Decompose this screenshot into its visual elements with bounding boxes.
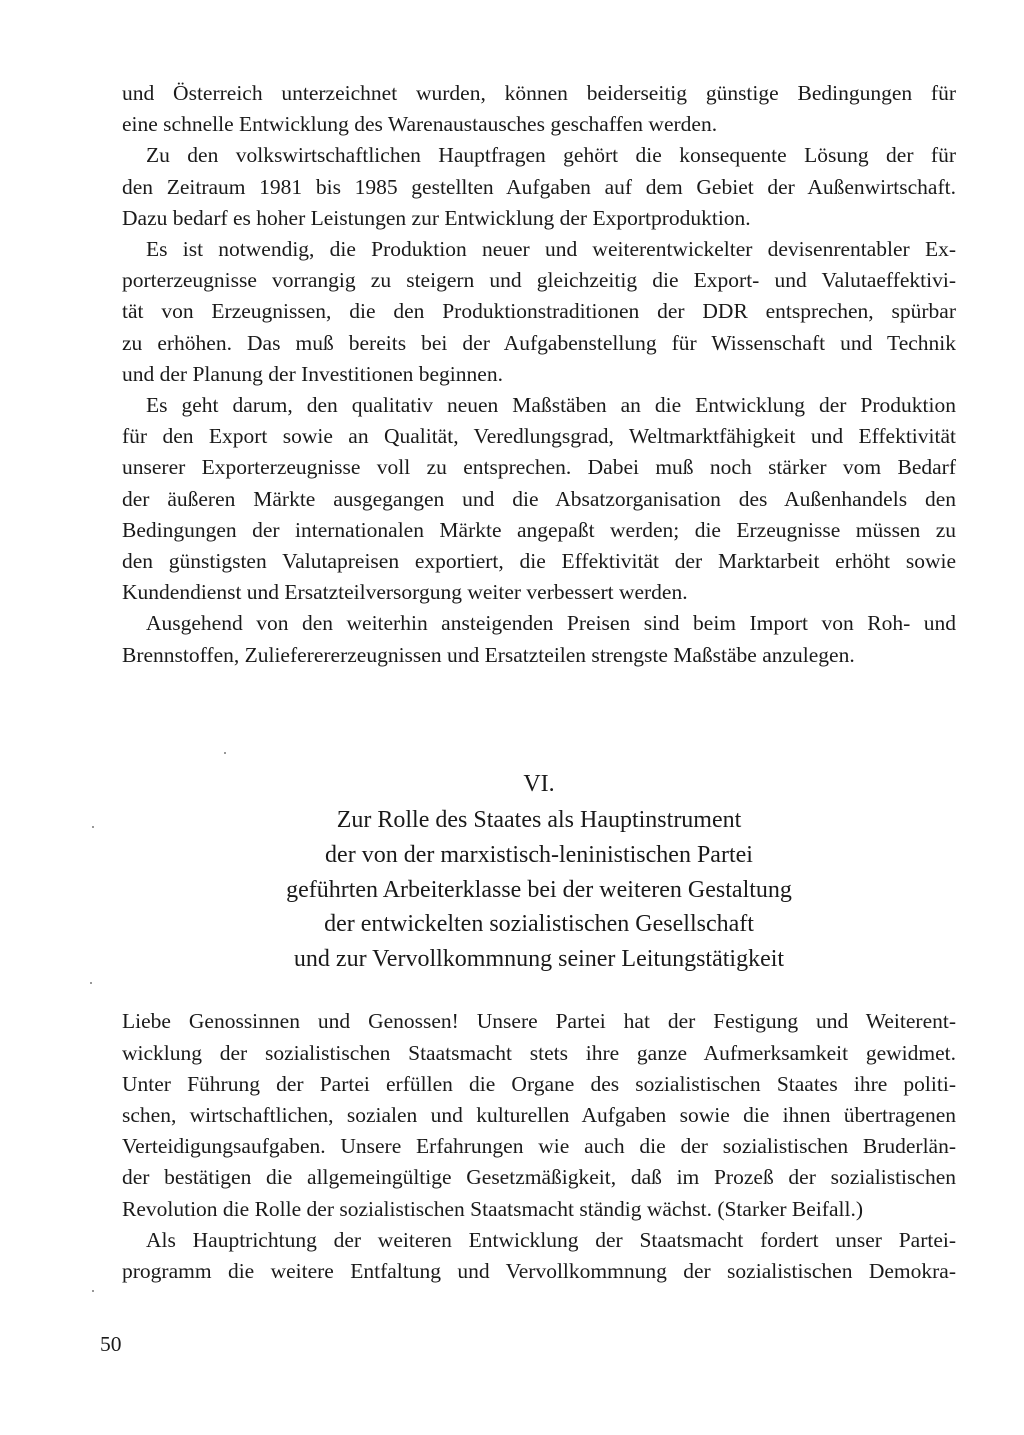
text-line: porterzeugnisse vorrangig zu steigern und gleichzeitig die Export- und Valutaeffektivi- [122, 268, 956, 293]
text-line: den günstigsten Valutapreisen exportiert, die Effektivität der Marktarbeit erhöht sowie [122, 549, 956, 574]
paragraph [122, 234, 956, 390]
paragraph [122, 608, 956, 670]
paragraph [122, 78, 956, 140]
page-content [122, 78, 956, 1287]
text-line: unserer Exporterzeugnisse voll zu entsprechen. Dabei muß noch stärker vom Bedarf [122, 455, 956, 480]
text-line: Es geht darum, den qualitativ neuen Maßstäben an die Entwicklung der Produktion [146, 393, 956, 418]
paragraph [122, 1225, 956, 1287]
text-line: Verteidigungsaufgaben. Unsere Erfahrungen wie auch die der sozialistischen Bruderlän- [122, 1134, 956, 1159]
heading-line: der von der marxistisch-leninistischen Partei [325, 842, 753, 869]
text-line: der äußeren Märkte ausgegangen und die Absatzorganisation des Außenhandels den [122, 486, 956, 511]
text-line: eine schnelle Entwicklung des Warenaustausches geschaffen werden. [122, 112, 718, 137]
text-line: schen, wirtschaftlichen, sozialen und kulturellen Aufgaben sowie die ihnen übertragenen [122, 1103, 956, 1128]
body-text-upper [122, 78, 956, 671]
section-heading [122, 767, 956, 977]
text-line: wicklung der sozialistischen Staatsmacht stets ihre ganze Aufmerksamkeit gewidmet. [122, 1040, 956, 1065]
text-line: Es ist notwendig, die Produktion neuer und weiterentwickelter devisenrentabler Ex- [146, 237, 956, 262]
section-numeral: VI. [523, 770, 555, 797]
page-number: 50 [100, 1332, 122, 1356]
text-line: Dazu bedarf es hoher Leistungen zur Entwicklung der Exportproduktion. [122, 205, 751, 230]
text-line: den Zeitraum 1981 bis 1985 gestellten Aufgaben auf dem Gebiet der Außenwirtschaft. [122, 174, 956, 199]
section-title [122, 803, 956, 976]
text-line: für den Export sowie an Qualität, Veredlungsgrad, Weltmarktfähigkeit und Effektivität [122, 424, 956, 449]
body-text-lower [122, 1006, 956, 1287]
text-line: Bedingungen der internationalen Märkte angepaßt werden; die Erzeugnisse müssen zu [122, 517, 956, 542]
text-line: tät von Erzeugnissen, die den Produktionstraditionen der DDR entsprechen, spürbar [122, 299, 956, 324]
text-line: Liebe Genossinnen und Genossen! Unsere Partei hat der Festigung und Weiterent- [122, 1009, 956, 1034]
text-line: Ausgehend von den weiterhin ansteigenden Preisen sind beim Import von Roh- und [146, 611, 956, 636]
text-line: programm die weitere Entfaltung und Vervollkommnung der sozialistischen Demokra- [122, 1259, 956, 1284]
scan-speck [92, 826, 94, 828]
text-line: und der Planung der Investitionen beginnen. [122, 361, 503, 386]
heading-line: der entwickelten sozialistischen Gesellschaft [324, 911, 754, 938]
text-line: Zu den volkswirtschaftlichen Hauptfragen gehört die konsequente Lösung der für [146, 143, 956, 168]
scan-speck [224, 752, 226, 754]
text-line: Kundendienst und Ersatzteilversorgung weiter verbessert werden. [122, 580, 688, 605]
text-line: Unter Führung der Partei erfüllen die Organe des sozialistischen Staates ihre politi- [122, 1071, 956, 1096]
text-line: Als Hauptrichtung der weiteren Entwicklung der Staatsmacht fordert unser Partei- [146, 1227, 956, 1252]
scan-speck [92, 1290, 94, 1292]
text-line: Brennstoffen, Zulieferererzeugnissen und Ersatzteilen strengste Maßstäbe anzulegen. [122, 642, 855, 667]
text-line: Revolution die Rolle der sozialistischen Staatsmacht ständig wächst. (Starker Beifall.) [122, 1196, 863, 1221]
heading-line: Zur Rolle des Staates als Hauptinstrument [336, 807, 742, 834]
text-line: der bestätigen die allgemeingültige Gesetzmäßigkeit, daß im Prozeß der sozialistischen [122, 1165, 956, 1190]
heading-line: und zur Vervollkommnung seiner Leitungstätigkeit [293, 945, 785, 972]
text-line: zu erhöhen. Das muß bereits bei der Aufgabenstellung für Wissenschaft und Technik [122, 330, 956, 355]
paragraph [122, 140, 956, 234]
text-line: und Österreich unterzeichnet wurden, können beiderseitig günstige Bedingungen für [122, 81, 956, 105]
paragraph [122, 1006, 956, 1224]
paragraph [122, 390, 956, 608]
heading-line: geführten Arbeiterklasse bei der weiteren Gestaltung [286, 876, 792, 903]
scan-speck [90, 982, 92, 984]
